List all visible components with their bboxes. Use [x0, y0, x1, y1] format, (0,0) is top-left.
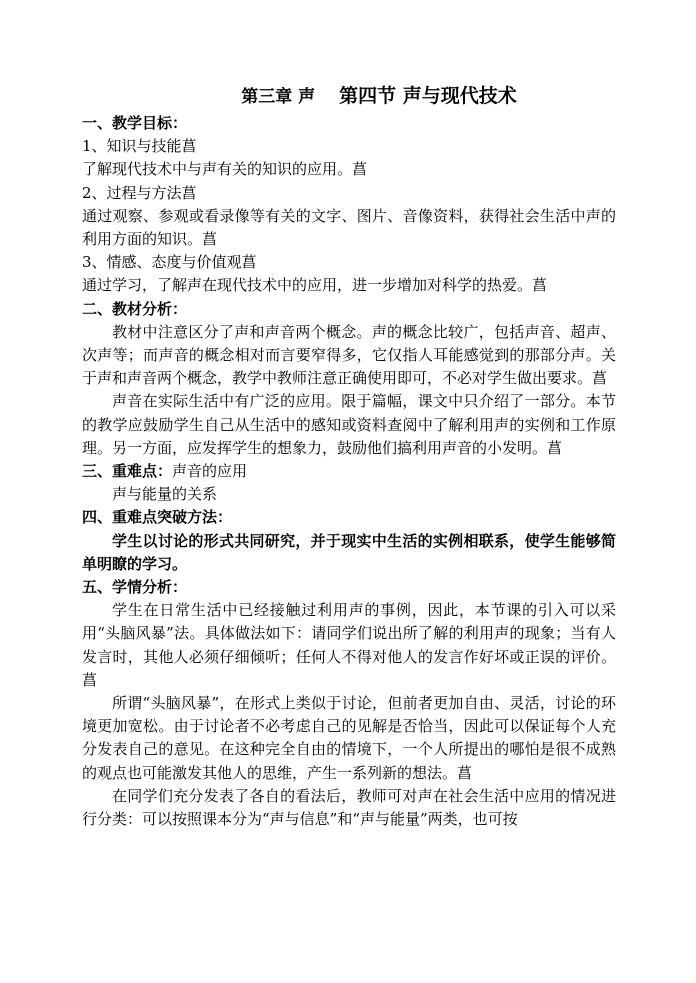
- section-heading-material: 二、教材分析：: [82, 299, 188, 318]
- objective-3-text: 通过学习，了解声在现代技术中的应用，进一步增加对科学的热爱。菖: [82, 276, 548, 295]
- document-title: [82, 84, 616, 109]
- learner-paragraph-2: 所谓“头脑风暴”，在形式上类似于讨论，但前者更加自由、灵活，讨论的环境更加宽松。由于讨论者不必考虑自己的见解是否恰当，因此可以保证每个人充分发表自己的意见。在这种完全自由的情境下，一个人所提出的哪怕是很不成熟的观点也可能激发其他人的思维，产生一系列新的想法。菖: [82, 694, 616, 782]
- key-point-2: 声与能量的关系: [112, 485, 218, 504]
- key-points-row: [82, 460, 616, 483]
- material-paragraph-1: 教材中注意区分了声和声音两个概念。声的概念比较广，包括声音、超声、次声等；而声音的概念相对而言要窄得多，它仅指人耳能感觉到的那部分声。关于声和声音两个概念，教学中教师注意正确使用即可，不必对学生做出要求。菖: [82, 322, 616, 388]
- section-heading-learner-analysis: 五、学情分析：: [82, 578, 188, 597]
- objective-1-text: 了解现代技术中与声有关的知识的应用。菖: [82, 160, 368, 179]
- key-point-1: 声音的应用: [172, 462, 248, 481]
- breakthrough-paragraph: 学生以讨论的形式共同研究，并于现实中生活的实例相联系，使学生能够简单明瞭的学习。: [82, 531, 616, 573]
- document-page: [82, 84, 616, 831]
- material-paragraph-2: 声音在实际生活中有广泛的应用。限于篇幅，课文中只介绍了一部分。本节的教学应鼓励学生自己从生活中的感知或资料查阅中了解利用声的实例和工作原理。另一方面，应发挥学生的想象力，鼓励他们搞利用声音的小发明。菖: [82, 392, 616, 457]
- section-title: 第四节 声与现代技术: [339, 85, 517, 107]
- objective-2-label: 2、过程与方法菖: [82, 183, 197, 202]
- objective-1-label: 1、知识与技能菖: [82, 137, 197, 156]
- section-heading-breakthrough: 四、重难点突破方法：: [82, 508, 233, 527]
- section-heading-key-points: 三、重难点：: [82, 462, 173, 481]
- section-heading-objectives: 一、教学目标：: [82, 114, 188, 132]
- chapter-title: 第三章 声: [241, 87, 316, 107]
- objective-3-label: 3、情感、态度与价值观菖: [82, 253, 257, 272]
- learner-paragraph-3: 在同学们充分发表了各自的看法后，教师可对声在社会生活中应用的情况进行分类：可以按照课本分为“声与信息”和“声与能量”两类，也可按: [82, 786, 616, 829]
- objective-2-text: 通过观察、参观或看录像等有关的文字、图片、音像资料，获得社会生活中声的利用方面的知识。菖: [82, 206, 616, 249]
- learner-paragraph-1: 学生在日常生活中已经接触过利用声的事例，因此，本节课的引入可以采用“头脑风暴”法。具体做法如下：请同学们说出所了解的利用声的现象；当有人发言时，其他人必须仔细倾听；任何人不得对他人的发言作好坏或正误的评价。菖: [82, 601, 616, 689]
